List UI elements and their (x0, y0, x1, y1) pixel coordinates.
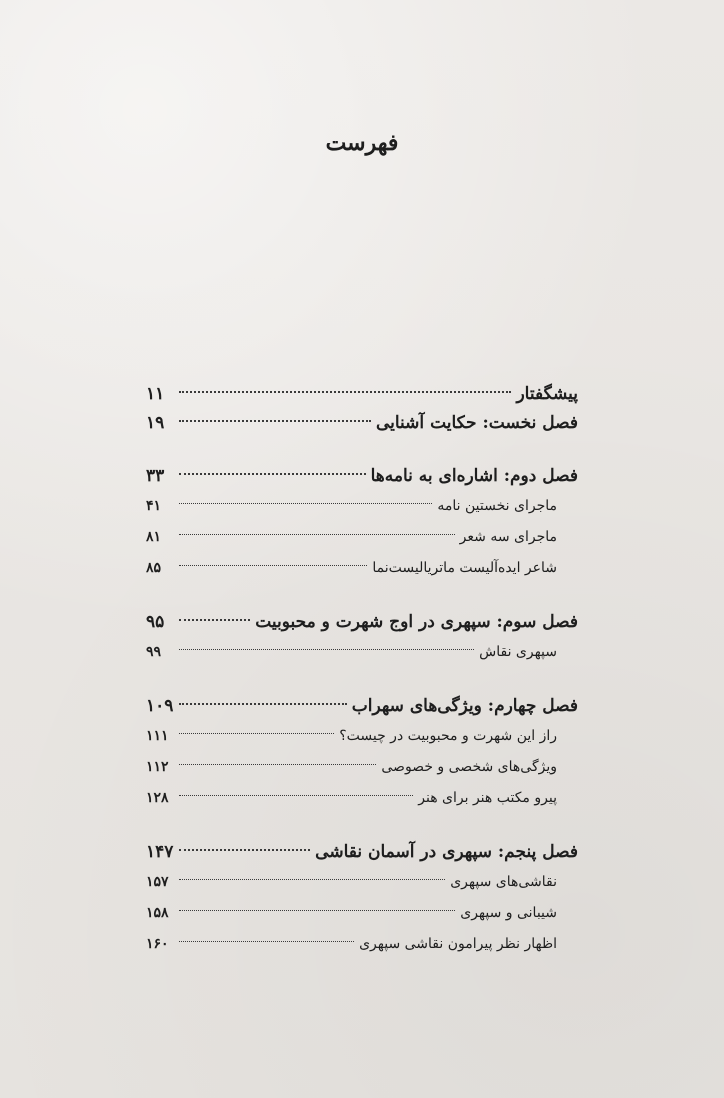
toc-page-number: ۱۱۲ (146, 759, 169, 775)
toc-entry-chapter-1 (146, 409, 578, 438)
toc-entry-section (146, 867, 578, 898)
toc-page-number: ۱۹ (146, 413, 165, 433)
dot-leader (179, 649, 474, 650)
dot-leader (179, 703, 347, 705)
toc-page-number: ۸۵ (146, 560, 162, 576)
toc-entry-section (146, 752, 578, 783)
toc-entry-label: نقاشی‌های سپهری (450, 874, 557, 890)
spacer (146, 814, 578, 838)
dot-leader (179, 619, 250, 621)
dot-leader (179, 565, 367, 566)
dot-leader (179, 910, 455, 911)
toc-entry-section (146, 721, 578, 752)
toc-entry-chapter-5 (146, 838, 578, 867)
toc-entry-preface (146, 380, 578, 409)
toc-entry-label: اظهار نظر پیرامون نقاشی سپهری (359, 936, 557, 952)
spacer (146, 584, 578, 608)
spacer (146, 668, 578, 692)
toc-entry-label: شیبانی و سپهری (460, 905, 557, 921)
toc-entry-label: پیرو مکتب هنر برای هنر (418, 790, 557, 806)
toc-entry-label: فصل سوم: سپهری در اوج شهرت و محبوبیت (255, 612, 578, 632)
spacer (146, 438, 578, 462)
toc-entry-label: شاعر ایده‌آلیست ماتریالیست‌نما (372, 560, 557, 576)
dot-leader (179, 473, 366, 475)
toc-entry-label: فصل چهارم: ویژگی‌های سهراب (351, 696, 578, 716)
toc-entry-chapter-3 (146, 608, 578, 637)
toc-page-number: ۴۱ (146, 498, 162, 514)
toc-entry-label: پیشگفتار (516, 384, 578, 404)
toc-entry-section (146, 783, 578, 814)
toc-page-number: ۸۱ (146, 529, 162, 545)
toc-page-number: ۱۱ (146, 384, 165, 404)
toc-entry-label: فصل دوم: اشاره‌ای به نامه‌ها (370, 466, 578, 486)
toc-page-number: ۹۵ (146, 612, 165, 632)
toc-entry-chapter-2 (146, 462, 578, 491)
dot-leader (179, 534, 455, 535)
toc-page-number: ۱۰۹ (146, 696, 174, 716)
dot-leader (179, 391, 511, 393)
toc-entry-label: ماجرای نخستین نامه (437, 498, 557, 514)
toc-entry-label: ویژگی‌های شخصی و خصوصی (381, 759, 557, 775)
toc-entry-chapter-4 (146, 692, 578, 721)
toc-entry-section (146, 898, 578, 929)
dot-leader (179, 503, 432, 504)
toc-page-number: ۹۹ (146, 644, 162, 660)
table-of-contents (146, 380, 578, 960)
toc-entry-label: فصل پنجم: سپهری در آسمان نقاشی (315, 842, 578, 862)
page-title: فهرست (325, 130, 399, 156)
dot-leader (179, 733, 334, 734)
toc-entry-label: فصل نخست: حکایت آشنایی (375, 413, 578, 433)
toc-entry-section (146, 522, 578, 553)
toc-entry-label: سپهری نقاش (479, 644, 557, 660)
dot-leader (179, 764, 376, 765)
toc-page-number: ۱۵۷ (146, 874, 169, 890)
toc-entry-section (146, 491, 578, 522)
dot-leader (179, 941, 354, 942)
toc-entry-section (146, 637, 578, 668)
toc-page-number: ۱۵۸ (146, 905, 169, 921)
toc-page-number: ۱۶۰ (146, 936, 169, 952)
dot-leader (179, 849, 310, 851)
dot-leader (179, 420, 371, 422)
toc-entry-label: راز این شهرت و محبوبیت در چیست؟ (339, 728, 557, 744)
toc-entry-label: ماجرای سه شعر (459, 529, 557, 545)
toc-page-number: ۱۴۷ (146, 842, 174, 862)
dot-leader (179, 795, 413, 796)
toc-page-number: ۱۱۱ (146, 728, 169, 744)
toc-entry-section (146, 553, 578, 584)
toc-entry-section (146, 929, 578, 960)
toc-page-number: ۱۲۸ (146, 790, 169, 806)
toc-page-number: ۳۳ (146, 466, 165, 486)
dot-leader (179, 879, 445, 880)
